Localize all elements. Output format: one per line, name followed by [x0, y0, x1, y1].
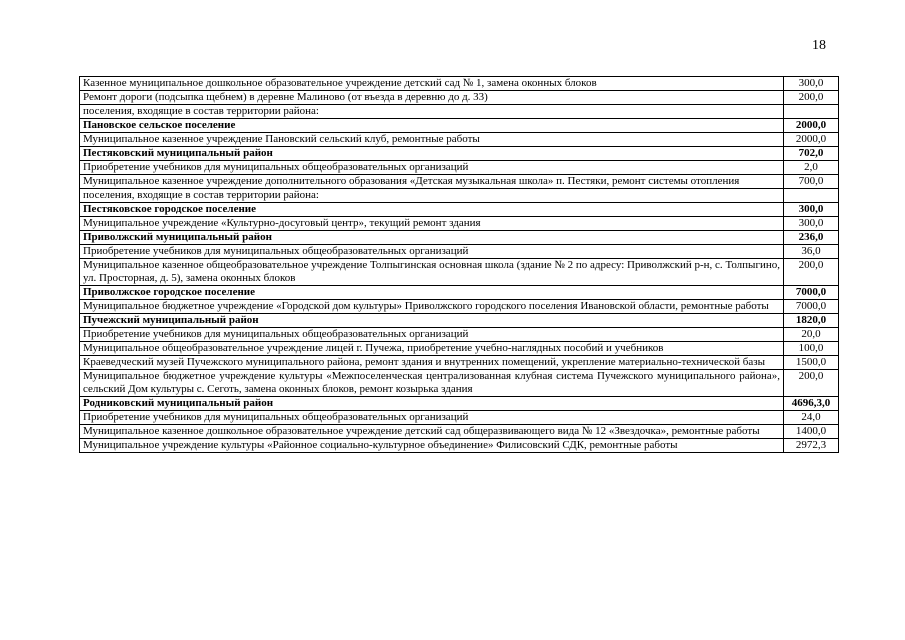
table-row	[80, 314, 839, 328]
table-row	[80, 356, 839, 370]
row-amount: 7000,0	[784, 300, 839, 314]
table-row	[80, 439, 839, 453]
row-amount: 300,0	[784, 77, 839, 91]
table-row	[80, 119, 839, 133]
row-amount: 200,0	[784, 91, 839, 105]
row-description: Муниципальное бюджетное учреждение культуры «Межпоселенческая централизованная клубная система Пучежского муниципального района», сельский Дом культуры с. Сеготь, замена оконных блоков, ремонт козырька здания	[80, 370, 784, 397]
row-description: поселения, входящие в состав территории района:	[80, 189, 784, 203]
row-description: Пестяковский муниципальный район	[80, 147, 784, 161]
row-amount: 700,0	[784, 175, 839, 189]
table-row	[80, 245, 839, 259]
row-amount: 702,0	[784, 147, 839, 161]
row-amount: 7000,0	[784, 286, 839, 300]
table-row	[80, 105, 839, 119]
page-number: 18	[812, 38, 826, 53]
table-row	[80, 189, 839, 203]
row-description: Приобретение учебников для муниципальных общеобразовательных организаций	[80, 328, 784, 342]
row-amount	[784, 105, 839, 119]
row-amount: 200,0	[784, 370, 839, 397]
row-description: Приобретение учебников для муниципальных общеобразовательных организаций	[80, 245, 784, 259]
row-description: Муниципальное казенное дошкольное образовательное учреждение детский сад общеразвивающего вида № 12 «Звездочка», ремонтные работы	[80, 425, 784, 439]
row-description: Приобретение учебников для муниципальных общеобразовательных организаций	[80, 411, 784, 425]
row-amount: 1500,0	[784, 356, 839, 370]
table-row	[80, 147, 839, 161]
row-description: поселения, входящие в состав территории района:	[80, 105, 784, 119]
row-description: Родниковский муниципальный район	[80, 397, 784, 411]
table-row	[80, 370, 839, 397]
table-row	[80, 217, 839, 231]
table-row	[80, 286, 839, 300]
table-row	[80, 411, 839, 425]
table-row	[80, 259, 839, 286]
row-amount: 1820,0	[784, 314, 839, 328]
row-description: Приволжское городское поселение	[80, 286, 784, 300]
row-description: Пучежский муниципальный район	[80, 314, 784, 328]
row-description: Казенное муниципальное дошкольное образовательное учреждение детский сад № 1, замена оконных блоков	[80, 77, 784, 91]
table-row	[80, 397, 839, 411]
row-description: Муниципальное казенное общеобразовательное учреждение Толпыгинская основная школа (здание № 2 по адресу: Приволжский р-н, с. Толпыгино, ул. Просторная, д. 5), замена оконных блоков	[80, 259, 784, 286]
row-description: Краеведческий музей Пучежского муниципального района, ремонт здания и внутренних помещений, укрепление материально-технической базы	[80, 356, 784, 370]
row-description: Муниципальное общеобразовательное учреждение лицей г. Пучежа, приобретение учебно-наглядных пособий и учебников	[80, 342, 784, 356]
table-body	[80, 77, 839, 453]
row-amount: 36,0	[784, 245, 839, 259]
row-amount: 24,0	[784, 411, 839, 425]
row-amount	[784, 189, 839, 203]
budget-table	[79, 76, 839, 453]
row-amount: 300,0	[784, 203, 839, 217]
row-description: Муниципальное казенное учреждение дополнительного образования «Детская музыкальная школа» п. Пестяки, ремонт системы отопления	[80, 175, 784, 189]
table-row	[80, 161, 839, 175]
row-amount: 2000,0	[784, 119, 839, 133]
row-amount: 100,0	[784, 342, 839, 356]
row-amount: 2972,3	[784, 439, 839, 453]
row-description: Муниципальное учреждение «Культурно-досуговый центр», текущий ремонт здания	[80, 217, 784, 231]
table-row	[80, 133, 839, 147]
row-description: Муниципальное учреждение культуры «Районное социально-культурное объединение» Филисовский СДК, ремонтные работы	[80, 439, 784, 453]
row-amount: 2,0	[784, 161, 839, 175]
table-row	[80, 91, 839, 105]
row-amount: 4696,3,0	[784, 397, 839, 411]
row-amount: 236,0	[784, 231, 839, 245]
row-amount: 200,0	[784, 259, 839, 286]
table-row	[80, 425, 839, 439]
row-amount: 1400,0	[784, 425, 839, 439]
table-row	[80, 203, 839, 217]
row-description: Приобретение учебников для муниципальных общеобразовательных организаций	[80, 161, 784, 175]
table-row	[80, 300, 839, 314]
row-description: Приволжский муниципальный район	[80, 231, 784, 245]
row-amount: 300,0	[784, 217, 839, 231]
table-row	[80, 175, 839, 189]
row-description: Муниципальное бюджетное учреждение «Городской дом культуры» Приволжского городского поселения Ивановской области, ремонтные работы	[80, 300, 784, 314]
row-description: Пестяковское городское поселение	[80, 203, 784, 217]
table-row	[80, 77, 839, 91]
table-row	[80, 231, 839, 245]
row-description: Муниципальное казенное учреждение Пановский сельский клуб, ремонтные работы	[80, 133, 784, 147]
row-amount: 20,0	[784, 328, 839, 342]
row-amount: 2000,0	[784, 133, 839, 147]
row-description: Ремонт дороги (подсыпка щебнем) в деревне Малиново (от въезда в деревню до д. 33)	[80, 91, 784, 105]
row-description: Пановское сельское поселение	[80, 119, 784, 133]
table-row	[80, 342, 839, 356]
table-row	[80, 328, 839, 342]
